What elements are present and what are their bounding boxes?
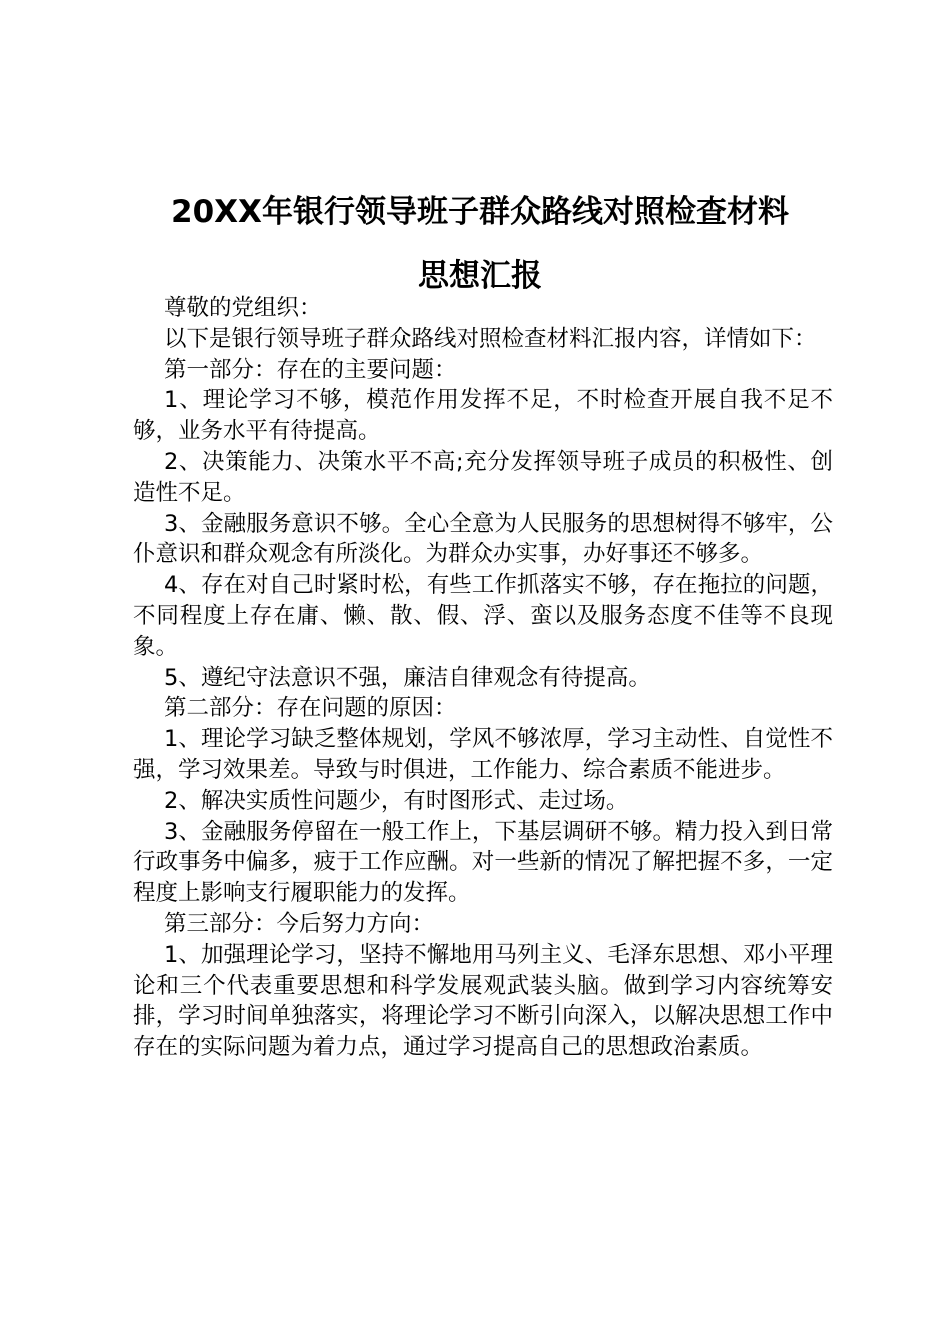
title-line-1: 20XX年银行领导班子群众路线对照检查材料 (171, 194, 789, 230)
title-line-2: 思想汇报 (418, 258, 542, 294)
body-paragraph: 1、理论学习不够，模范作用发挥不足，不时检查开展自我不足不够，业务水平有待提高。 (133, 387, 833, 445)
body-paragraph: 3、金融服务停留在一般工作上，下基层调研不够。精力投入到日常行政事务中偏多，疲于工作应酬。对一些新的情况了解把握不多，一定程度上影响支行履职能力的发挥。 (133, 818, 833, 907)
body-paragraph: 5、遵纪守法意识不强，廉洁自律观念有待提高。 (164, 664, 651, 691)
document-title (110, 180, 850, 308)
body-paragraph: 1、加强理论学习，坚持不懈地用马列主义、毛泽东思想、邓小平理论和三个代表重要思想和科学发展观武装头脑。做到学习内容统筹安排，学习时间单独落实，将理论学习不断引向深入，以解决思想工作中存在的实际问题为着力点，通过学习提高自己的思想政治素质。 (133, 941, 833, 1061)
section-heading-2: 第二部分：存在问题的原因： (164, 695, 457, 722)
body-paragraph: 2、解决实质性问题少，有时图形式、走过场。 (164, 787, 629, 814)
section-heading-1: 第一部分：存在的主要问题： (164, 356, 457, 383)
salutation: 尊敬的党组织： (164, 295, 322, 321)
body-paragraph: 3、金融服务意识不够。全心全意为人民服务的思想树得不够牢，公仆意识和群众观念有所淡化。为群众办实事，办好事还不够多。 (133, 510, 833, 568)
body-paragraph: 4、存在对自己时紧时松，有些工作抓落实不够，存在拖拉的问题，不同程度上存在庸、懒、散、假、浮、蛮以及服务态度不佳等不良现象。 (133, 572, 833, 660)
body-paragraph: 2、决策能力、决策水平不高;充分发挥领导班子成员的积极性、创造性不足。 (133, 448, 833, 506)
intro-paragraph: 以下是银行领导班子群众路线对照检查材料汇报内容，详情如下： (164, 325, 817, 352)
body-paragraph: 1、理论学习缺乏整体规划，学风不够浓厚，学习主动性、自觉性不强，学习效果差。导致与时俱进，工作能力、综合素质不能进步。 (133, 726, 833, 783)
document-body (133, 293, 833, 1063)
section-heading-3: 第三部分：今后努力方向： (164, 910, 435, 937)
